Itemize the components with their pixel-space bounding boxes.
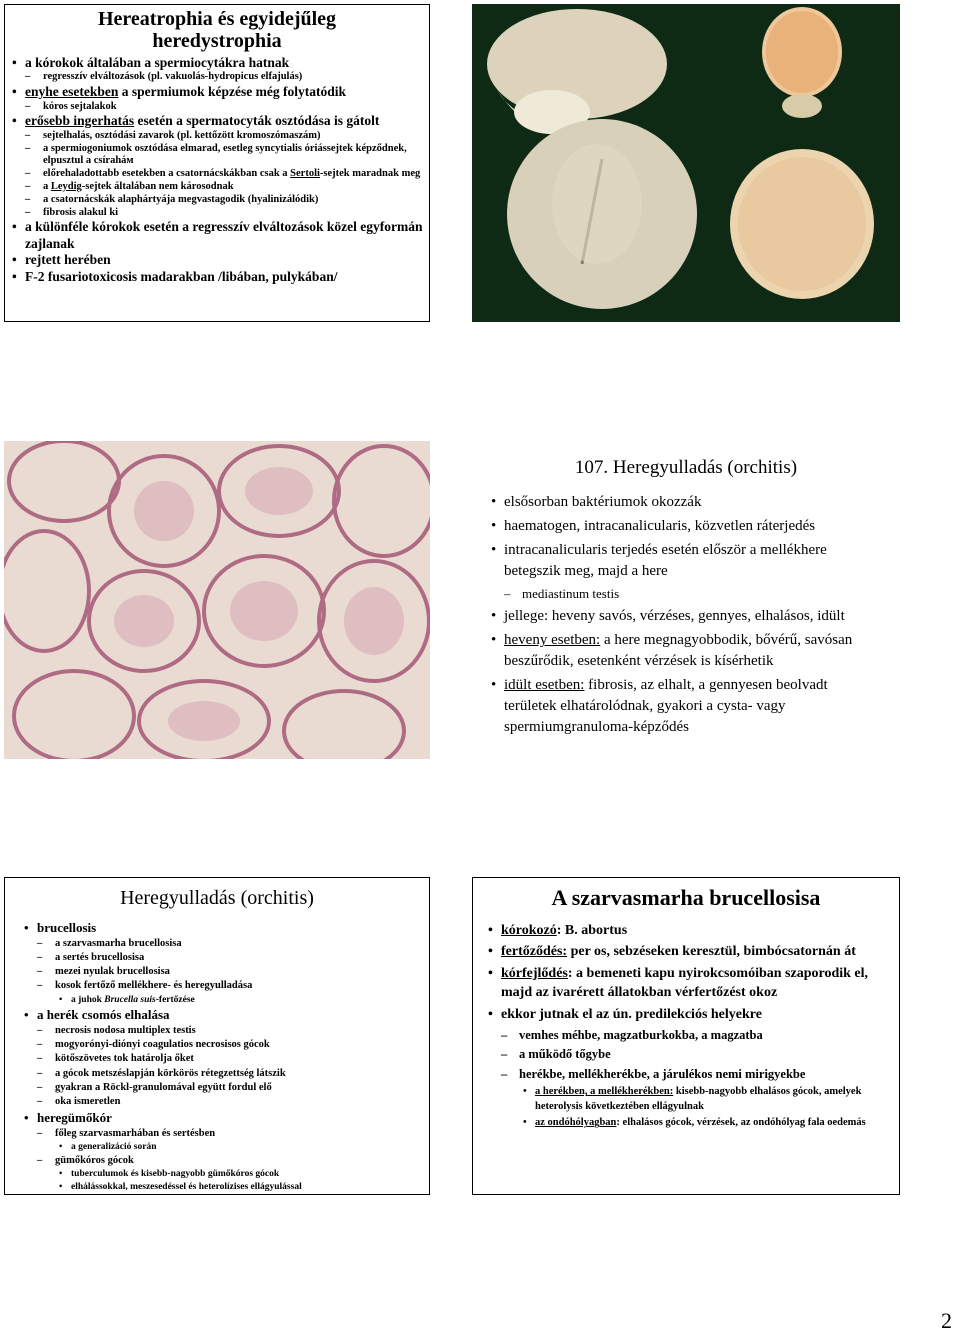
- bullet-item: [487, 921, 885, 941]
- bullet-text: haematogen, intracanalicularis, közvetlen ráterjedés: [504, 518, 816, 535]
- testis-photo: [472, 4, 900, 322]
- bullet-item: [11, 101, 423, 114]
- bullet-list: [472, 492, 900, 738]
- bullet-list: [5, 919, 429, 1193]
- histology-image: [4, 441, 430, 759]
- bullet-item: [23, 979, 411, 993]
- bullet-item: [11, 252, 423, 268]
- bullet-item: [23, 1141, 411, 1154]
- bullet-item: [487, 1027, 885, 1045]
- bullet-text: a gócok metszéslapján körkörös rétegzettség látszik: [55, 1067, 286, 1079]
- bullet-item: [23, 1095, 411, 1109]
- bullet-text: mezei nyulak brucellosisa: [55, 966, 170, 978]
- bullet-text: a csatornácskák alaphártyája megvastagodik (hyalinizálódik): [43, 193, 319, 205]
- bullet-text: kisebb-nagyobb elhalásos gócok, amelyek heterolysis következtében ellágyulnak: [535, 1086, 862, 1112]
- bullet-item: [11, 181, 423, 194]
- bullet-item: [23, 1081, 411, 1095]
- underlined-text: Sertoli: [290, 168, 320, 180]
- bullet-text: a működő tőgybe: [519, 1047, 611, 1062]
- bullet-item: [23, 951, 411, 965]
- bullet-item: [11, 71, 423, 84]
- bullet-item: [11, 113, 423, 129]
- bullet-item: [23, 1006, 411, 1024]
- bullet-item: [23, 937, 411, 951]
- bullet-text: elhálássokkal, meszesedéssel és heterolízises ellágyulással: [71, 1181, 302, 1192]
- bullet-item: [23, 1038, 411, 1052]
- bullet-text: a here megnagyobbodik, bővérű, savósan beszűrődik, esetenként vérzések is kísérhetik: [504, 632, 853, 670]
- bullet-item: [23, 1024, 411, 1038]
- slide-title: 107. Heregyulladás (orchitis): [574, 457, 798, 478]
- bullet-item: [487, 942, 885, 962]
- bullet-item: [490, 630, 882, 672]
- slide-title: Heregyulladás (orchitis): [120, 887, 314, 909]
- bullet-item: [11, 207, 423, 220]
- bullet-text: a kórokok általában a spermiocytákra hatnak: [25, 54, 290, 70]
- bullet-text: mogyorónyi-diónyi coagulatios necrosisos gócok: [55, 1039, 270, 1051]
- underlined-text: az ondóhólyagban: [535, 1117, 617, 1129]
- bullet-item: [490, 540, 882, 582]
- bullet-text: gümőkóros gócok: [55, 1154, 134, 1166]
- bullet-text: intracanalicularis terjedés esetén először a mellékhere betegszik meg, majd a here: [504, 542, 827, 580]
- underlined-text: idült esetben:: [504, 677, 585, 694]
- bullet-item: [23, 965, 411, 979]
- bullet-item: [490, 492, 882, 513]
- bullet-item: [487, 1066, 885, 1084]
- underlined-text: fertőződés:: [501, 944, 568, 960]
- bullet-text: : a bemeneti kapu nyirokcsomóiban szaporodik el, majd az ivarérett állatokban vérfertőzést okoz: [501, 965, 869, 1001]
- underlined-text: kórokozó: [501, 922, 557, 938]
- underlined-text: heveny esetben:: [504, 632, 601, 649]
- underlined-text: Leydig: [50, 180, 82, 192]
- bullet-text: kötőszövetes tok határolja őket: [55, 1053, 194, 1065]
- slide-orchitis-107: [472, 441, 900, 759]
- bullet-item: [11, 168, 423, 181]
- bullet-text: főleg szarvasmarhában és sertésben: [55, 1127, 216, 1139]
- italic-text: Brucella suis: [104, 994, 156, 1005]
- slide-brucellosis: [472, 877, 900, 1195]
- bullet-item: [11, 130, 423, 143]
- slide-orchitis: [4, 877, 430, 1195]
- bullet-text: a spermiogoniumok osztódása elmarad, esetleg syncytialis óriássejtek képződnek, elpusztul a csíraháм: [43, 142, 407, 167]
- bullet-text: jellege: heveny savós, vérzéses, gennyes, elhalásos, idült: [504, 608, 845, 625]
- bullet-item: [23, 1154, 411, 1168]
- bullet-item: [23, 1109, 411, 1127]
- bullet-text: gyakran a Röckl-granulomával együtt fordul elő: [55, 1081, 272, 1093]
- slide-title: A szarvasmarha brucellosisa: [551, 885, 821, 910]
- bullet-text: fibrosis alakul ki: [43, 206, 119, 218]
- bullet-item: [11, 143, 423, 169]
- bullet-text: a spermiumok képzése még folytatódik: [118, 84, 346, 100]
- bullet-text: a: [43, 180, 51, 192]
- page-number: 2: [941, 1308, 952, 1333]
- bullet-item: [487, 1085, 885, 1114]
- bullet-item: [490, 516, 882, 537]
- bullet-text: brucellosis: [37, 920, 97, 936]
- bullet-text: elsősorban baktériumok okozzák: [504, 494, 702, 511]
- bullet-item: [23, 994, 411, 1007]
- bullet-text: fibrosis, az elhalt, a gennyesen beolvadt területek elhatárolódnak, gyakori a cysta- vagy spermiumgranuloma-képződés: [504, 677, 828, 736]
- slide-hereatrophia: [4, 4, 430, 322]
- bullet-item: [11, 55, 423, 71]
- bullet-text: sejtelhalás, osztódási zavarok (pl. kettőzött kromoszómaszám): [43, 129, 321, 141]
- underlined-text: enyhe esetekben: [25, 84, 119, 100]
- bullet-text: kosok fertőző mellékhere- és heregyulladása: [55, 980, 253, 992]
- bullet-item: [487, 1005, 885, 1025]
- bullet-list: [473, 921, 899, 1132]
- bullet-item: [490, 585, 882, 603]
- bullet-text: vemhes méhbe, magzatburkokba, a magzatba: [519, 1027, 763, 1042]
- bullet-text: rejtett herében: [25, 252, 111, 268]
- bullet-text: regresszív elváltozások (pl. vakuolás-hydropicus elfajulás): [43, 71, 303, 83]
- bullet-text: -sejtek általában nem károsodnak: [81, 180, 234, 192]
- bullet-text: a sertés brucellosisa: [55, 952, 145, 964]
- bullet-item: [11, 219, 423, 252]
- bullet-text: a herék csomós elhalása: [37, 1007, 170, 1023]
- bullet-text: necrosis nodosa multiplex testis: [55, 1024, 196, 1036]
- bullet-list: [5, 55, 429, 285]
- bullet-text: mediastinum testis: [522, 586, 620, 602]
- slide-title: Hereatrophia és egyidejűleg heredystrophia: [97, 8, 337, 53]
- bullet-item: [487, 1046, 885, 1064]
- bullet-item: [23, 919, 411, 937]
- histology-section: [4, 441, 430, 759]
- bullet-text: előrehaladottabb esetekben a csatornácskákban csak a: [43, 168, 291, 180]
- bullet-text: : elhalásos gócok, vérzések, az ondóhólyag fala oedemás: [616, 1117, 866, 1129]
- bullet-text: a generalizáció során: [71, 1141, 157, 1152]
- bullet-text: tuberculumok és kisebb-nagyobb gümőkóros gócok: [71, 1168, 280, 1179]
- bullet-text: kóros sejtalakok: [43, 100, 117, 112]
- bullet-text: -sejtek maradnak meg: [319, 168, 421, 180]
- bullet-text: : B. abortus: [556, 922, 628, 938]
- underlined-text: erősebb ingerhatás: [25, 113, 135, 129]
- bullet-text: F-2 fusariotoxicosis madarakban /libában, pulykában/: [25, 268, 338, 284]
- bullet-item: [23, 1168, 411, 1181]
- bullet-item: [490, 675, 882, 738]
- bullet-item: [11, 269, 423, 285]
- underlined-text: a herékben, a mellékherékben:: [535, 1086, 674, 1098]
- bullet-text: herékbe, mellékherékbe, a járulékos nemi mirigyekbe: [519, 1066, 806, 1081]
- bullet-text: ekkor jutnak el az ún. predilekciós helyekre: [501, 1007, 762, 1022]
- bullet-item: [11, 84, 423, 100]
- bullet-item: [23, 1181, 411, 1194]
- bullet-text: a juhok: [71, 994, 105, 1005]
- bullet-text: oka ismeretlen: [55, 1095, 121, 1107]
- bullet-item: [490, 606, 882, 627]
- bullet-item: [487, 964, 885, 1003]
- bullet-item: [23, 1052, 411, 1066]
- bullet-item: [11, 194, 423, 207]
- bullet-item: [487, 1116, 885, 1131]
- bullet-text: heregümőkór: [37, 1110, 112, 1126]
- underlined-text: kórfejlődés: [501, 965, 568, 981]
- bullet-item: [23, 1067, 411, 1081]
- bullet-text: a szarvasmarha brucellosisa: [55, 937, 182, 949]
- photo-testis-specimens: [472, 4, 900, 322]
- bullet-text: -fertőzése: [155, 994, 195, 1005]
- bullet-text: esetén a spermatocyták osztódása is gátolt: [134, 113, 380, 129]
- bullet-text: per os, sebzéseken keresztül, bimbócsatornán át: [567, 944, 856, 960]
- bullet-item: [23, 1127, 411, 1141]
- bullet-text: a különféle kórokok esetén a regresszív elváltozások közel egyformán zajlanak: [25, 219, 423, 251]
